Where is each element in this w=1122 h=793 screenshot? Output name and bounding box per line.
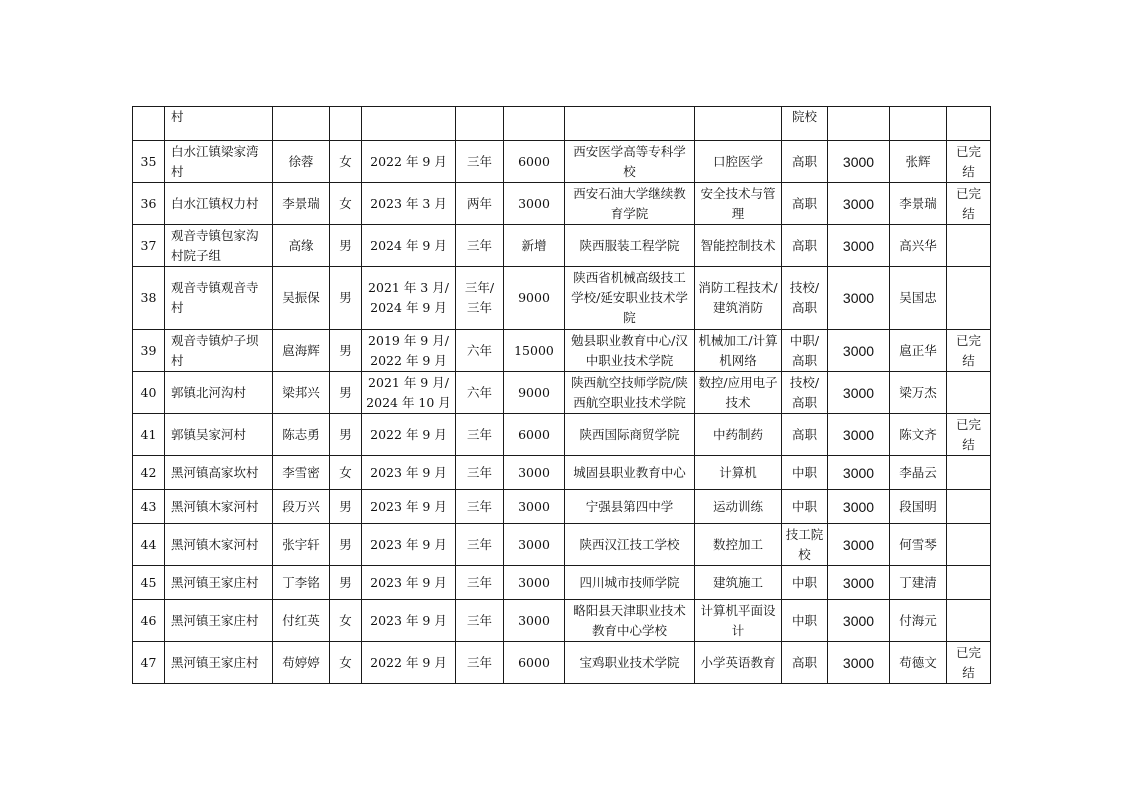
cell-aid: 9000 bbox=[504, 372, 565, 414]
cell-status bbox=[947, 372, 991, 414]
cell-village: 黑河镇王家庄村 bbox=[165, 566, 273, 600]
cell-major: 数控/应用电子技术 bbox=[695, 372, 782, 414]
cell-name: 丁李铭 bbox=[273, 566, 330, 600]
cell-enroll-date: 2022 年 9 月 bbox=[362, 414, 456, 456]
cell-amount: 3000 bbox=[828, 490, 890, 524]
cell-school: 陕西汉江技工学校 bbox=[565, 524, 695, 566]
cell-name: 梁邦兴 bbox=[273, 372, 330, 414]
cell-amount: 3000 bbox=[828, 642, 890, 684]
cell-guardian: 扈正华 bbox=[890, 330, 947, 372]
cell-no: 38 bbox=[133, 267, 165, 330]
cell-aid: 6000 bbox=[504, 141, 565, 183]
table-row bbox=[133, 566, 991, 600]
cell-status bbox=[947, 267, 991, 330]
cell-school: 宁强县第四中学 bbox=[565, 490, 695, 524]
cell-level: 中职 bbox=[782, 456, 828, 490]
cell-major: 计算机 bbox=[695, 456, 782, 490]
cell-aid: 6000 bbox=[504, 414, 565, 456]
cell-school: 陕西服装工程学院 bbox=[565, 225, 695, 267]
cell-village: 观音寺镇包家沟村院子组 bbox=[165, 225, 273, 267]
cell-major: 运动训练 bbox=[695, 490, 782, 524]
cell-enroll-date: 2019 年 9 月/2022 年 9 月 bbox=[362, 330, 456, 372]
student-aid-table bbox=[132, 106, 991, 684]
cell-gender: 男 bbox=[330, 524, 362, 566]
cell-status bbox=[947, 225, 991, 267]
cell-no: 39 bbox=[133, 330, 165, 372]
cell-enroll-date: 2023 年 9 月 bbox=[362, 456, 456, 490]
cell-no: 36 bbox=[133, 183, 165, 225]
table-row bbox=[133, 456, 991, 490]
cell-duration: 六年 bbox=[456, 330, 504, 372]
cell-level: 中职 bbox=[782, 490, 828, 524]
cell-amount: 3000 bbox=[828, 414, 890, 456]
cell-aid: 3000 bbox=[504, 456, 565, 490]
cell-level: 高职 bbox=[782, 414, 828, 456]
cell-guardian: 李景瑞 bbox=[890, 183, 947, 225]
cell-gender: 男 bbox=[330, 490, 362, 524]
cell-major: 小学英语教育 bbox=[695, 642, 782, 684]
cell-enroll-date: 2022 年 9 月 bbox=[362, 642, 456, 684]
cell-name: 徐蓉 bbox=[273, 141, 330, 183]
cell-major: 计算机平面设计 bbox=[695, 600, 782, 642]
table-row bbox=[133, 225, 991, 267]
cell-enroll-date: 2021 年 3 月/2024 年 9 月 bbox=[362, 267, 456, 330]
cell-major: 智能控制技术 bbox=[695, 225, 782, 267]
cell-school: 宝鸡职业技术学院 bbox=[565, 642, 695, 684]
cell-guardian: 苟德文 bbox=[890, 642, 947, 684]
cell-duration: 三年 bbox=[456, 566, 504, 600]
cell-gender: 女 bbox=[330, 141, 362, 183]
cell-major: 消防工程技术/建筑消防 bbox=[695, 267, 782, 330]
table-row bbox=[133, 600, 991, 642]
cell-guardian: 吴国忠 bbox=[890, 267, 947, 330]
cell-aid: 15000 bbox=[504, 330, 565, 372]
cell-duration: 三年 bbox=[456, 490, 504, 524]
cell-duration: 三年 bbox=[456, 141, 504, 183]
cell-village: 村 bbox=[165, 107, 273, 141]
cell-aid bbox=[504, 107, 565, 141]
cell-level: 中职/高职 bbox=[782, 330, 828, 372]
cell-no bbox=[133, 107, 165, 141]
cell-status bbox=[947, 600, 991, 642]
cell-status: 已完结 bbox=[947, 141, 991, 183]
cell-major bbox=[695, 107, 782, 141]
cell-no: 35 bbox=[133, 141, 165, 183]
table-row bbox=[133, 183, 991, 225]
cell-status: 已完结 bbox=[947, 642, 991, 684]
cell-guardian: 李晶云 bbox=[890, 456, 947, 490]
cell-status bbox=[947, 456, 991, 490]
cell-amount: 3000 bbox=[828, 524, 890, 566]
cell-enroll-date: 2023 年 9 月 bbox=[362, 600, 456, 642]
cell-enroll-date bbox=[362, 107, 456, 141]
cell-school: 西安医学高等专科学校 bbox=[565, 141, 695, 183]
table-row bbox=[133, 372, 991, 414]
cell-amount: 3000 bbox=[828, 183, 890, 225]
cell-amount: 3000 bbox=[828, 600, 890, 642]
cell-major: 数控加工 bbox=[695, 524, 782, 566]
table-row bbox=[133, 490, 991, 524]
cell-major: 口腔医学 bbox=[695, 141, 782, 183]
cell-aid: 3000 bbox=[504, 183, 565, 225]
cell-village: 观音寺镇观音寺村 bbox=[165, 267, 273, 330]
cell-level: 技工院校 bbox=[782, 524, 828, 566]
cell-aid: 9000 bbox=[504, 267, 565, 330]
cell-status: 已完结 bbox=[947, 414, 991, 456]
cell-no: 37 bbox=[133, 225, 165, 267]
cell-level: 高职 bbox=[782, 141, 828, 183]
cell-duration: 六年 bbox=[456, 372, 504, 414]
cell-no: 45 bbox=[133, 566, 165, 600]
cell-guardian: 高兴华 bbox=[890, 225, 947, 267]
cell-amount: 3000 bbox=[828, 267, 890, 330]
cell-level: 技校/高职 bbox=[782, 372, 828, 414]
cell-gender: 女 bbox=[330, 456, 362, 490]
cell-name: 扈海辉 bbox=[273, 330, 330, 372]
cell-duration bbox=[456, 107, 504, 141]
cell-name: 李雪密 bbox=[273, 456, 330, 490]
cell-guardian: 段国明 bbox=[890, 490, 947, 524]
cell-gender: 男 bbox=[330, 372, 362, 414]
cell-enroll-date: 2023 年 9 月 bbox=[362, 566, 456, 600]
cell-no: 42 bbox=[133, 456, 165, 490]
cell-aid: 3000 bbox=[504, 490, 565, 524]
cell-no: 41 bbox=[133, 414, 165, 456]
cell-status bbox=[947, 524, 991, 566]
cell-duration: 三年/三年 bbox=[456, 267, 504, 330]
cell-gender: 女 bbox=[330, 642, 362, 684]
cell-gender: 男 bbox=[330, 414, 362, 456]
cell-no: 44 bbox=[133, 524, 165, 566]
cell-name: 张宇轩 bbox=[273, 524, 330, 566]
cell-guardian: 梁万杰 bbox=[890, 372, 947, 414]
cell-aid: 3000 bbox=[504, 566, 565, 600]
cell-amount: 3000 bbox=[828, 225, 890, 267]
cell-name: 陈志勇 bbox=[273, 414, 330, 456]
cell-school: 陕西省机械高级技工学校/延安职业技术学院 bbox=[565, 267, 695, 330]
cell-level: 高职 bbox=[782, 642, 828, 684]
cell-status: 已完结 bbox=[947, 183, 991, 225]
cell-enroll-date: 2023 年 9 月 bbox=[362, 490, 456, 524]
cell-enroll-date: 2023 年 9 月 bbox=[362, 524, 456, 566]
cell-school: 略阳县天津职业技术教育中心学校 bbox=[565, 600, 695, 642]
cell-duration: 三年 bbox=[456, 642, 504, 684]
cell-no: 43 bbox=[133, 490, 165, 524]
cell-major: 机械加工/计算机网络 bbox=[695, 330, 782, 372]
cell-enroll-date: 2022 年 9 月 bbox=[362, 141, 456, 183]
cell-enroll-date: 2023 年 3 月 bbox=[362, 183, 456, 225]
table-row bbox=[133, 414, 991, 456]
cell-level: 高职 bbox=[782, 225, 828, 267]
cell-name bbox=[273, 107, 330, 141]
cell-gender: 男 bbox=[330, 225, 362, 267]
cell-major: 中药制药 bbox=[695, 414, 782, 456]
cell-guardian: 张辉 bbox=[890, 141, 947, 183]
cell-aid: 3000 bbox=[504, 524, 565, 566]
cell-school: 城固县职业教育中心 bbox=[565, 456, 695, 490]
cell-amount: 3000 bbox=[828, 456, 890, 490]
table-row bbox=[133, 524, 991, 566]
cell-amount: 3000 bbox=[828, 330, 890, 372]
cell-village: 观音寺镇炉子坝村 bbox=[165, 330, 273, 372]
cell-level: 中职 bbox=[782, 566, 828, 600]
cell-enroll-date: 2021 年 9 月/2024 年 10 月 bbox=[362, 372, 456, 414]
cell-enroll-date: 2024 年 9 月 bbox=[362, 225, 456, 267]
cell-amount bbox=[828, 107, 890, 141]
cell-level: 院校 bbox=[782, 107, 828, 141]
cell-duration: 三年 bbox=[456, 600, 504, 642]
cell-gender: 男 bbox=[330, 267, 362, 330]
cell-no: 40 bbox=[133, 372, 165, 414]
cell-school: 陕西航空技师学院/陕西航空职业技术学院 bbox=[565, 372, 695, 414]
cell-village: 黑河镇木家河村 bbox=[165, 524, 273, 566]
cell-village: 黑河镇王家庄村 bbox=[165, 642, 273, 684]
cell-school: 陕西国际商贸学院 bbox=[565, 414, 695, 456]
cell-name: 付红英 bbox=[273, 600, 330, 642]
cell-guardian: 丁建清 bbox=[890, 566, 947, 600]
cell-village: 白水江镇梁家湾村 bbox=[165, 141, 273, 183]
cell-duration: 三年 bbox=[456, 456, 504, 490]
cell-no: 46 bbox=[133, 600, 165, 642]
cell-gender bbox=[330, 107, 362, 141]
cell-village: 黑河镇王家庄村 bbox=[165, 600, 273, 642]
cell-guardian: 付海元 bbox=[890, 600, 947, 642]
cell-no: 47 bbox=[133, 642, 165, 684]
cell-name: 苟婷婷 bbox=[273, 642, 330, 684]
cell-gender: 男 bbox=[330, 330, 362, 372]
cell-village: 郭镇吴家河村 bbox=[165, 414, 273, 456]
cell-gender: 男 bbox=[330, 566, 362, 600]
cell-school: 勉县职业教育中心/汉中职业技术学院 bbox=[565, 330, 695, 372]
cell-duration: 三年 bbox=[456, 225, 504, 267]
cell-duration: 两年 bbox=[456, 183, 504, 225]
cell-major: 安全技术与管理 bbox=[695, 183, 782, 225]
cell-name: 段万兴 bbox=[273, 490, 330, 524]
cell-guardian: 陈文齐 bbox=[890, 414, 947, 456]
cell-name: 高缘 bbox=[273, 225, 330, 267]
cell-aid: 新增 bbox=[504, 225, 565, 267]
cell-school: 西安石油大学继续教育学院 bbox=[565, 183, 695, 225]
cell-guardian bbox=[890, 107, 947, 141]
cell-level: 高职 bbox=[782, 183, 828, 225]
cell-name: 李景瑞 bbox=[273, 183, 330, 225]
cell-gender: 女 bbox=[330, 600, 362, 642]
table-row bbox=[133, 642, 991, 684]
table-row bbox=[133, 141, 991, 183]
cell-amount: 3000 bbox=[828, 372, 890, 414]
table-row bbox=[133, 330, 991, 372]
cell-level: 技校/高职 bbox=[782, 267, 828, 330]
cell-village: 黑河镇木家河村 bbox=[165, 490, 273, 524]
cell-aid: 6000 bbox=[504, 642, 565, 684]
cell-major: 建筑施工 bbox=[695, 566, 782, 600]
cell-gender: 女 bbox=[330, 183, 362, 225]
cell-village: 黑河镇高家坎村 bbox=[165, 456, 273, 490]
cell-duration: 三年 bbox=[456, 414, 504, 456]
cell-school bbox=[565, 107, 695, 141]
cell-status bbox=[947, 490, 991, 524]
cell-school: 四川城市技师学院 bbox=[565, 566, 695, 600]
cell-village: 郭镇北河沟村 bbox=[165, 372, 273, 414]
cell-aid: 3000 bbox=[504, 600, 565, 642]
cell-name: 吴振保 bbox=[273, 267, 330, 330]
cell-status bbox=[947, 107, 991, 141]
cell-amount: 3000 bbox=[828, 566, 890, 600]
cell-amount: 3000 bbox=[828, 141, 890, 183]
cell-status: 已完结 bbox=[947, 330, 991, 372]
cell-status bbox=[947, 566, 991, 600]
cell-guardian: 何雪琴 bbox=[890, 524, 947, 566]
table-row bbox=[133, 267, 991, 330]
cell-duration: 三年 bbox=[456, 524, 504, 566]
continued-row bbox=[133, 107, 991, 141]
cell-village: 白水江镇权力村 bbox=[165, 183, 273, 225]
cell-level: 中职 bbox=[782, 600, 828, 642]
